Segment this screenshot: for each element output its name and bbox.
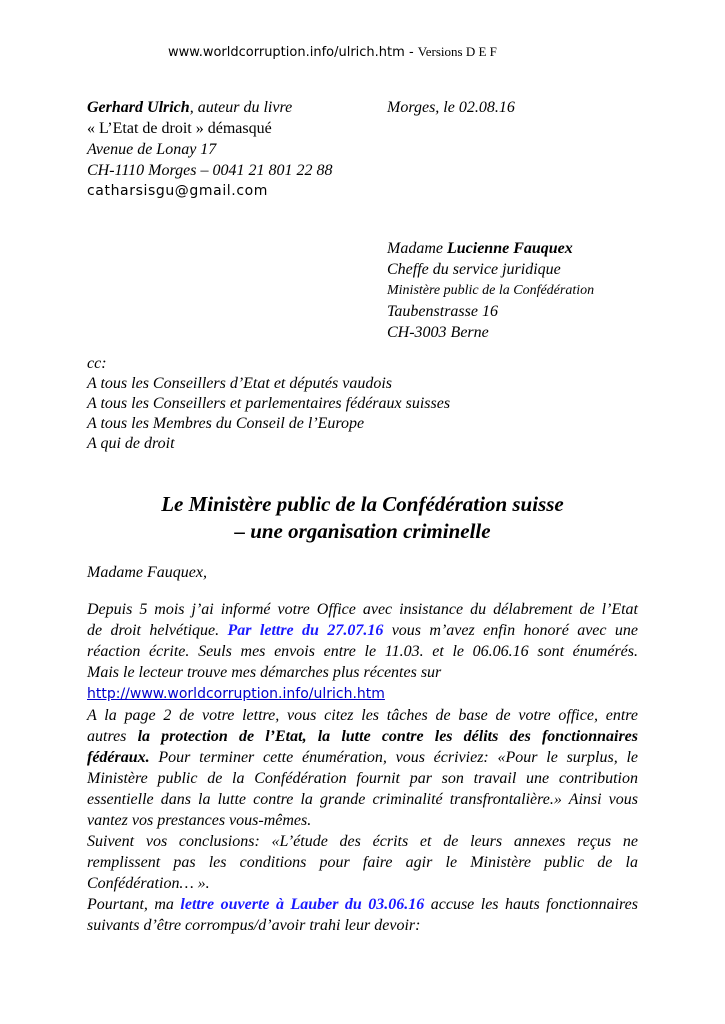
body-line: Depuis 5 mois j’ai informé votre Office avec insistance du délabrement de l’Etat	[87, 601, 638, 618]
sender-name: Gerhard Ulrich	[87, 99, 190, 116]
body-line: suivants d’être corrompus/d’avoir trahi leur devoir:	[87, 917, 421, 934]
body-text: autres	[87, 728, 138, 745]
cc-block	[87, 354, 450, 454]
body-line: essentielle dans la lutte contre la grande criminalité transfrontalière.» Ainsi vous	[87, 791, 638, 808]
header-separator: -	[408, 45, 414, 60]
body-line	[87, 747, 638, 768]
sender-role: , auteur du livre	[189, 99, 293, 116]
body-line: vantez vos prestances vous-mêmes.	[87, 812, 312, 829]
body-line: Mais le lecteur trouve mes démarches plus récentes sur	[87, 664, 442, 681]
recipient-name-line	[387, 238, 594, 259]
body-text: Pour terminer cette énumération, vous écriviez: «Pour le surplus, le	[149, 749, 638, 766]
link-letter-27-07-16[interactable]: Par lettre du 27.07.16	[227, 622, 384, 639]
body-line: Suivent vos conclusions: «L’étude des écrits et de leurs annexes reçus ne	[87, 833, 638, 850]
recipient-block	[387, 238, 594, 343]
cc-line: A tous les Conseillers d’Etat et députés vaudois	[87, 375, 393, 392]
body-line	[87, 894, 638, 915]
body-text: vous m’avez enfin honoré avec une	[383, 622, 638, 639]
recipient-title: Cheffe du service juridique	[387, 261, 561, 278]
cc-line: A qui de droit	[87, 435, 175, 452]
body-text: de droit helvétique.	[87, 622, 228, 639]
sender-block	[87, 97, 332, 202]
recipient-street: Taubenstrasse 16	[387, 303, 498, 320]
title-line-1: Le Ministère public de la Confédération suisse	[161, 492, 564, 516]
sender-address1: Avenue de Lonay 17	[87, 141, 217, 158]
body-text-bold: fédéraux.	[87, 749, 150, 766]
sender-address2: CH-1110 Morges – 0041 21 801 22 88	[87, 162, 333, 179]
link-open-letter-lauber[interactable]: lettre ouverte à Lauber du 03.06.16	[180, 896, 425, 913]
body-text: accuse les hauts fonctionnaires	[424, 896, 638, 913]
recipient-name: Lucienne Fauquex	[446, 240, 573, 257]
place-date: Morges, le 02.08.16	[387, 99, 515, 116]
sender-book: « L’Etat de droit » démasqué	[87, 120, 272, 137]
body-text: Pourtant, ma	[87, 896, 181, 913]
body-line	[87, 726, 638, 747]
recipient-salutation: Madame	[387, 240, 447, 257]
cc-line: A tous les Membres du Conseil de l’Europe	[87, 415, 365, 432]
body-line: Confédération… ».	[87, 875, 210, 892]
body-line: Ministère public de la Confédération fournit par son travail une contribution	[87, 770, 638, 787]
cc-label: cc:	[87, 355, 107, 372]
sender-email[interactable]: catharsisgu@gmail.com	[87, 183, 269, 199]
header-versions: Versions D E F	[417, 44, 497, 59]
body-line: réaction écrite. Seuls mes envois entre le 11.03. et le 06.06.16 sont énumérés.	[87, 643, 638, 660]
worldcorruption-link[interactable]: http://www.worldcorruption.info/ulrich.htm	[87, 686, 385, 702]
page-header	[168, 44, 497, 60]
body-line: remplissent pas les conditions pour faire agir le Ministère public de la	[87, 854, 638, 871]
body-text-bold: la protection de l’Etat, la lutte contre les délits des fonctionnaires	[137, 728, 638, 745]
body-line: A la page 2 de votre lettre, vous citez les tâches de base de votre office, entre	[87, 707, 638, 724]
header-url[interactable]: www.worldcorruption.info/ulrich.htm	[168, 45, 405, 60]
body-line	[87, 683, 638, 705]
letter-body	[87, 599, 638, 936]
cc-line: A tous les Conseillers et parlementaires fédéraux suisses	[87, 395, 451, 412]
body-line	[87, 620, 638, 641]
letter-title	[0, 491, 725, 545]
recipient-office: Ministère public de la Confédération	[387, 283, 595, 298]
recipient-city: CH-3003 Berne	[387, 324, 489, 341]
greeting: Madame Fauquex,	[87, 564, 207, 581]
title-line-2: – une organisation criminelle	[234, 519, 491, 543]
sender-name-line	[87, 97, 332, 118]
